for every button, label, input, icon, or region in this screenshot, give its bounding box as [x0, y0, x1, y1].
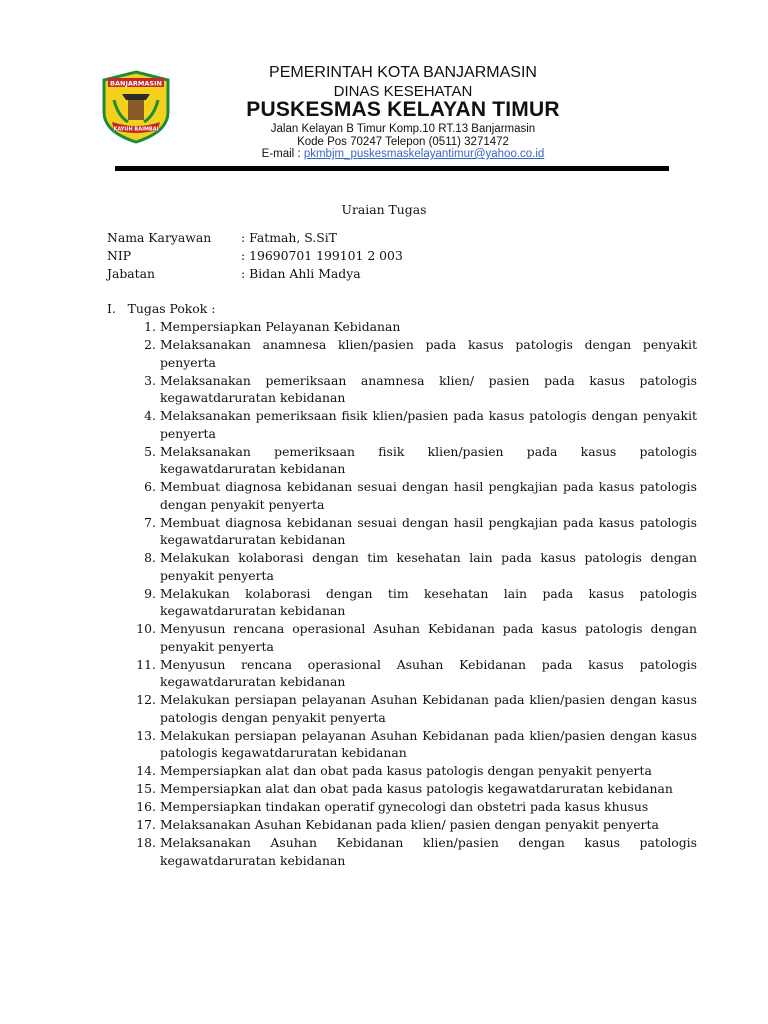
field-value: : Bidan Ahli Madya	[241, 266, 361, 281]
task-text: Melakukan persiapan pelayanan Asuhan Kebidanan pada klien/pasien dengan kasus patologis kegawatdaruratan kebidanan	[160, 727, 697, 760]
task-text: Melaksanakan pemeriksaan fisik klien/pasien pada kasus patologis dengan penyakit penyerta	[160, 408, 697, 441]
government-line: PEMERINTAH KOTA BANJARMASIN	[269, 64, 537, 81]
logo-top-text: BANJARMASIN	[110, 79, 162, 88]
task-item	[130, 834, 697, 869]
task-number: 15.	[136, 781, 156, 796]
task-text: Membuat diagnosa kebidanan sesuai dengan hasil pengkajian pada kasus patologis kegawatdaruratan kebidanan	[160, 514, 697, 547]
task-item	[130, 798, 697, 816]
task-item	[130, 656, 697, 691]
task-text: Mempersiapkan alat dan obat pada kasus patologis dengan penyakit penyerta	[160, 763, 652, 778]
address-line: Jalan Kelayan B Timur Komp.10 RT.13 Banjarmasin	[270, 123, 536, 135]
field-label: Nama Karyawan	[107, 230, 212, 245]
task-text: Melaksanakan anamnesa klien/pasien pada kasus patologis dengan penyakit penyerta	[160, 337, 697, 370]
institution-name: PUSKESMAS KELAYAN TIMUR	[246, 98, 560, 121]
task-item	[130, 372, 697, 407]
document-title: Uraian Tugas	[341, 202, 427, 217]
department-line: DINAS KESEHATAN	[333, 83, 473, 100]
city-emblem-logo	[100, 70, 172, 144]
field-employee-name	[107, 230, 337, 245]
task-number: 10.	[136, 621, 156, 636]
task-number: 18.	[136, 835, 156, 850]
task-number: 11.	[136, 656, 156, 672]
task-item	[130, 816, 697, 834]
task-text: Mempersiapkan Pelayanan Kebidanan	[160, 319, 401, 334]
task-number: 9.	[144, 585, 156, 601]
field-value: : 19690701 199101 2 003	[241, 248, 403, 263]
task-list	[130, 318, 697, 870]
section-heading: I. Tugas Pokok :	[107, 301, 216, 316]
letterhead-divider	[115, 166, 669, 171]
logo-bottom-text: KAYUH BAIMBAI	[113, 126, 159, 133]
task-number: 1.	[144, 319, 156, 334]
task-text: Melaksanakan Asuhan Kebidanan pada klien/ pasien dengan penyakit penyerta	[160, 817, 659, 832]
task-text: Melakukan kolaborasi dengan tim kesehatan lain pada kasus patologis kegawatdaruratan kebidanan	[160, 585, 697, 618]
task-item	[130, 443, 697, 478]
task-text: Melaksanakan pemeriksaan fisik klien/pasien pada kasus patologis kegawatdaruratan kebidanan	[160, 443, 697, 476]
field-value: : Fatmah, S.SiT	[241, 230, 337, 245]
task-number: 4.	[144, 408, 156, 423]
task-text: Membuat diagnosa kebidanan sesuai dengan hasil pengkajian pada kasus patologis dengan penyakit penyerta	[160, 479, 697, 512]
email-link[interactable]: pkmbjm_puskesmaskelayantimur@yahoo.co.id	[303, 148, 545, 160]
task-item	[130, 407, 697, 442]
task-text: Melaksanakan pemeriksaan anamnesa klien/ pasien pada kasus patologis kegawatdaruratan kebidanan	[160, 372, 697, 405]
task-number: 2.	[144, 337, 156, 352]
field-position	[107, 266, 361, 281]
task-number: 5.	[144, 443, 156, 459]
field-label: Jabatan	[107, 266, 156, 281]
email-label: E-mail :	[261, 148, 304, 160]
task-text: Melaksanakan Asuhan Kebidanan klien/pasien dengan kasus patologis kegawatdaruratan kebidanan	[160, 835, 697, 868]
task-number: 12.	[136, 692, 156, 707]
task-item	[130, 549, 697, 584]
task-item	[130, 620, 697, 655]
task-item	[130, 691, 697, 726]
task-number: 8.	[144, 550, 156, 565]
task-text: Mempersiapkan tindakan operatif gynecologi dan obstetri pada kasus khusus	[160, 799, 649, 814]
task-item	[130, 514, 697, 549]
task-text: Melakukan persiapan pelayanan Asuhan Kebidanan pada klien/pasien dengan kasus patologis dengan penyakit penyerta	[160, 692, 697, 725]
task-number: 16.	[136, 799, 156, 814]
task-number: 3.	[144, 372, 156, 388]
task-number: 14.	[136, 763, 156, 778]
task-number: 6.	[144, 479, 156, 494]
task-item	[130, 336, 697, 371]
task-text: Menyusun rencana operasional Asuhan Kebidanan pada kasus patologis dengan penyakit penyerta	[160, 621, 697, 654]
contact-line: Kode Pos 70247 Telepon (0511) 3271472	[297, 136, 509, 148]
task-item	[130, 780, 697, 798]
field-nip	[107, 248, 403, 263]
task-text: Menyusun rencana operasional Asuhan Kebidanan pada kasus patologis kegawatdaruratan kebidanan	[160, 656, 697, 689]
task-item	[130, 727, 697, 762]
task-item	[130, 318, 697, 336]
field-label: NIP	[107, 248, 132, 263]
task-text: Mempersiapkan alat dan obat pada kasus patologis kegawatdaruratan kebidanan	[160, 781, 673, 796]
email-line	[178, 148, 628, 160]
task-number: 7.	[144, 514, 156, 530]
task-number: 13.	[136, 727, 156, 743]
task-item	[130, 478, 697, 513]
task-text: Melakukan kolaborasi dengan tim kesehatan lain pada kasus patologis dengan penyakit penyerta	[160, 550, 697, 583]
task-item	[130, 762, 697, 780]
task-item	[130, 585, 697, 620]
task-number: 17.	[136, 817, 156, 832]
